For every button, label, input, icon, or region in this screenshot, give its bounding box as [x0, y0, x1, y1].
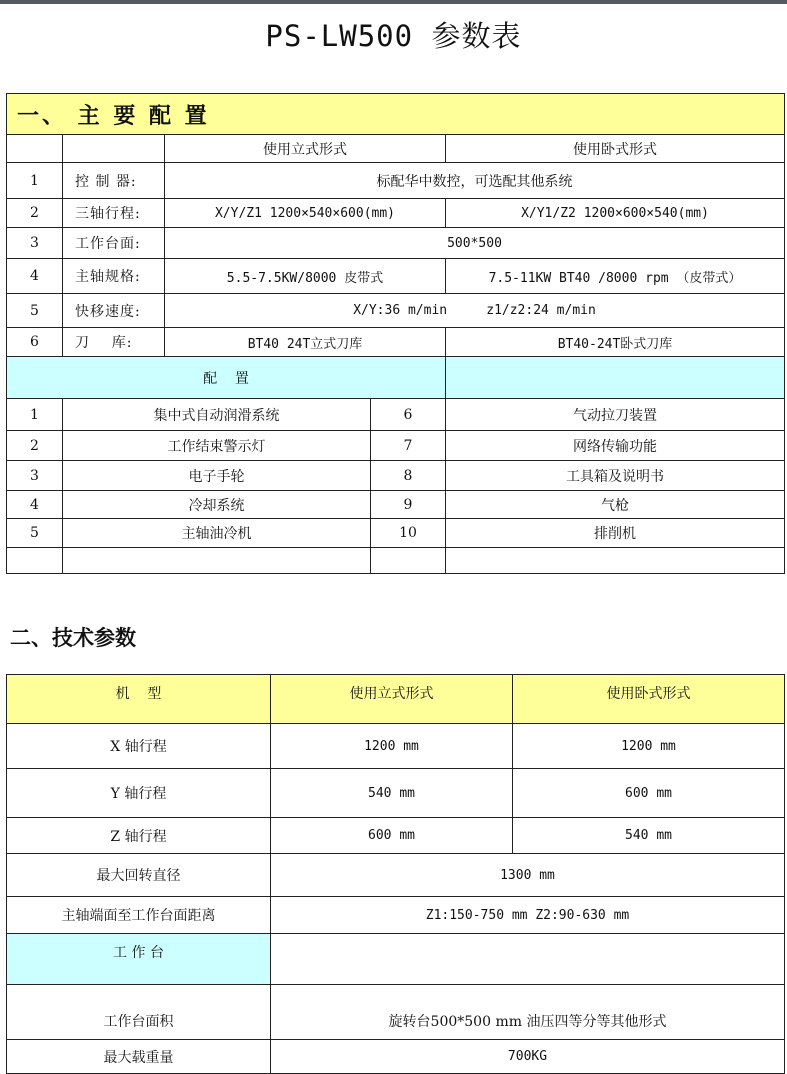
param-label: X 轴行程 [7, 724, 271, 769]
page-title: PS-LW500 参数表 [265, 19, 522, 53]
row-number: 4 [7, 259, 63, 294]
row-horizontal-value: 7.5-11KW BT40 /8000 rpm （皮带式） [446, 259, 785, 294]
model-header: 机 型 [7, 675, 271, 724]
empty-cell [446, 548, 785, 574]
worktable-subheader: 工 作 台 [7, 934, 271, 985]
param-horizontal-value: 540 mm [513, 818, 785, 854]
main-config-table [6, 93, 785, 574]
row-label: 快移速度: [63, 294, 165, 328]
row-value: X/Y:36 m/min z1/z2:24 m/min [165, 294, 785, 328]
row-label: 刀 库: [63, 328, 165, 357]
param-vertical-value: 600 mm [271, 818, 513, 854]
empty-cell [63, 548, 371, 574]
row-vertical-value: X/Y/Z1 1200×540×600(mm) [165, 199, 446, 228]
param-value: 1300 mm [271, 854, 785, 897]
param-label: 工作台面积 [7, 985, 271, 1040]
row-horizontal-value: BT40-24T卧式刀库 [446, 328, 785, 357]
row-value: 标配华中数控，可选配其他系统 [165, 163, 785, 199]
param-value: 旋转台500*500 mm 油压四等分等其他形式 [271, 985, 785, 1040]
row-number: 6 [7, 328, 63, 357]
param-vertical-value: 540 mm [271, 769, 513, 818]
empty-cell [7, 135, 63, 163]
col-horizontal-header: 使用卧式形式 [446, 135, 785, 163]
config-number: 5 [7, 519, 63, 548]
col-vertical-header: 使用立式形式 [165, 135, 446, 163]
config-number: 3 [7, 461, 63, 491]
param-value: Z1:150-750 mm Z2:90-630 mm [271, 897, 785, 934]
col-vertical-header: 使用立式形式 [271, 675, 513, 724]
col-horizontal-header: 使用卧式形式 [513, 675, 785, 724]
tech-params-table [6, 674, 785, 1074]
param-label: Y 轴行程 [7, 769, 271, 818]
config-number: 4 [7, 491, 63, 519]
section2-title: 二、技术参数 [10, 626, 136, 650]
config-item: 网络传输功能 [446, 431, 785, 461]
config-number: 2 [7, 431, 63, 461]
empty-cell [63, 135, 165, 163]
row-value: 500*500 [165, 228, 785, 259]
empty-cell [371, 548, 446, 574]
config-item: 主轴油冷机 [63, 519, 371, 548]
top-bar [0, 0, 787, 4]
param-label: Z 轴行程 [7, 818, 271, 854]
param-value: 700KG [271, 1040, 785, 1074]
section1-title: 一、 主 要 配 置 [7, 94, 785, 135]
row-number: 3 [7, 228, 63, 259]
config-item: 电子手轮 [63, 461, 371, 491]
config-item: 工作结束警示灯 [63, 431, 371, 461]
param-label: 主轴端面至工作台面距离 [7, 897, 271, 934]
config-number: 10 [371, 519, 446, 548]
param-label: 最大载重量 [7, 1040, 271, 1074]
config-header-empty [446, 357, 785, 399]
row-number: 5 [7, 294, 63, 328]
row-label: 工作台面: [63, 228, 165, 259]
config-header: 配 置 [7, 357, 446, 399]
config-number: 1 [7, 399, 63, 431]
config-item: 工具箱及说明书 [446, 461, 785, 491]
param-label: 最大回转直径 [7, 854, 271, 897]
config-item: 冷却系统 [63, 491, 371, 519]
empty-cell [271, 934, 785, 985]
config-item: 气动拉刀装置 [446, 399, 785, 431]
row-horizontal-value: X/Y1/Z2 1200×600×540(mm) [446, 199, 785, 228]
row-label: 主轴规格: [63, 259, 165, 294]
row-label: 三轴行程: [63, 199, 165, 228]
param-vertical-value: 1200 mm [271, 724, 513, 769]
config-number: 9 [371, 491, 446, 519]
config-number: 6 [371, 399, 446, 431]
config-item: 排削机 [446, 519, 785, 548]
config-item: 气枪 [446, 491, 785, 519]
param-horizontal-value: 600 mm [513, 769, 785, 818]
row-number: 1 [7, 163, 63, 199]
param-horizontal-value: 1200 mm [513, 724, 785, 769]
row-label: 控 制 器: [63, 163, 165, 199]
row-vertical-value: 5.5-7.5KW/8000 皮带式 [165, 259, 446, 294]
config-number: 8 [371, 461, 446, 491]
row-vertical-value: BT40 24T立式刀库 [165, 328, 446, 357]
empty-cell [7, 548, 63, 574]
config-number: 7 [371, 431, 446, 461]
config-item: 集中式自动润滑系统 [63, 399, 371, 431]
row-number: 2 [7, 199, 63, 228]
